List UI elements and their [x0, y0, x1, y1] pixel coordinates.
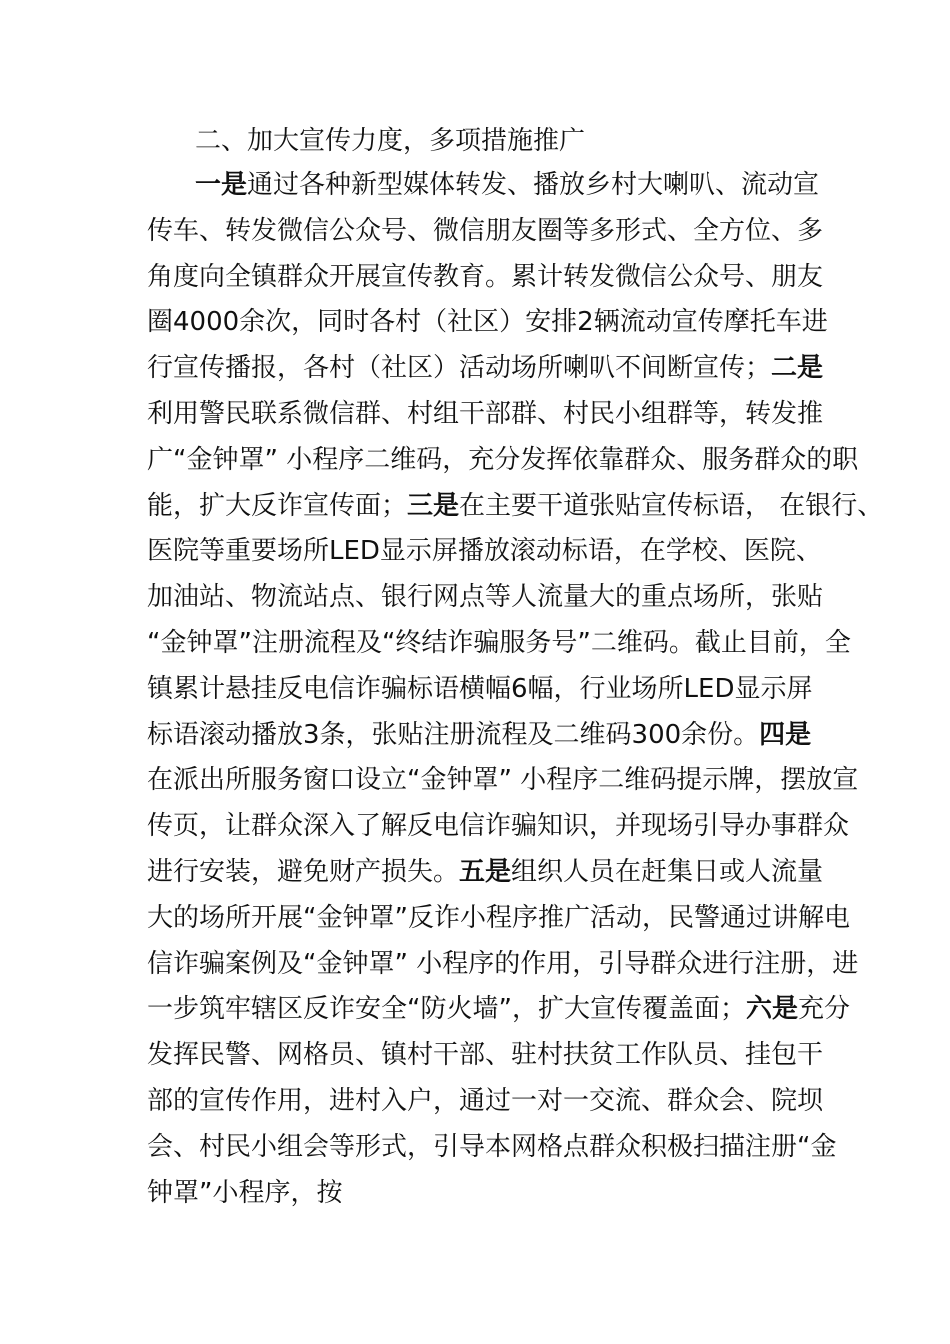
paragraph-line	[147, 760, 858, 800]
line-text: “金钟罩”注册流程及“终结诈骗服务号”二维码。截止目前，全	[147, 628, 851, 658]
line-text: 组织人员在赶集日或人流量	[511, 857, 824, 887]
section-heading: 二、加大宣传力度，多项措施推广	[195, 126, 586, 156]
line-text: 进行安装，避免财产损失。	[147, 857, 460, 887]
line-text: 行宣传播报，各村（社区）活动场所喇叭不间断宣传；	[147, 353, 772, 384]
paragraph-line	[147, 944, 858, 984]
line-text: 钟罩”小程序，按	[147, 1177, 343, 1208]
bold-marker-text: 六是	[745, 994, 798, 1025]
paragraph-line	[147, 1035, 823, 1075]
line-text: 发挥民警、网格员、镇村干部、驻村扶贫工作队员、挂包干	[147, 1040, 824, 1071]
line-text: 传页，让群众深入了解反电信诈骗知识，并现场引导办事群众	[147, 811, 850, 842]
paragraph-line	[147, 1127, 836, 1167]
paragraph-line	[147, 623, 851, 663]
bold-marker-text: 三是	[407, 490, 460, 521]
line-text: 广“金钟罩” 小程序二维码，充分发挥依靠群众、服务群众的职	[147, 444, 859, 475]
line-text: 会、村民小组会等形式，引导本网格点群众积极扫描注册“金	[147, 1131, 837, 1162]
paragraph-line	[147, 257, 823, 297]
paragraph-line	[147, 348, 823, 388]
paragraph-line	[147, 1173, 342, 1213]
paragraph-line	[147, 715, 811, 755]
paragraph-line	[147, 211, 823, 251]
paragraph-line	[147, 898, 850, 938]
line-text: 通过各种新型媒体转发、播放乡村大喇叭、流动宣	[247, 170, 820, 200]
paragraph-line	[147, 302, 828, 342]
paragraph-line	[195, 165, 819, 205]
paragraph-line	[147, 577, 823, 617]
line-text: 大的场所开展“金钟罩”反诈小程序推广活动，民警通过讲解电	[147, 902, 850, 933]
bold-marker-text: 二是	[771, 353, 824, 384]
line-text: 能，扩大反诈宣传面；	[147, 490, 408, 521]
paragraph-line	[147, 486, 883, 526]
line-text: 在派出所服务窗口设立“金钟罩” 小程序二维码提示牌，摆放宣	[147, 765, 859, 796]
line-text: 利用警民联系微信群、村组干部群、村民小组群等，转发推	[147, 399, 824, 429]
bold-marker-text: 四是	[759, 719, 812, 750]
paragraph-line	[147, 852, 823, 892]
paragraph-line	[147, 669, 812, 709]
line-text: 角度向全镇群众开展宣传教育。累计转发微信公众号、朋友	[147, 261, 824, 292]
line-text: 传车、转发微信公众号、微信朋友圈等多形式、全方位、多	[147, 215, 824, 246]
line-text: 镇累计悬挂反电信诈骗标语横幅6幅，行业场所LED显示屏	[147, 673, 813, 704]
line-text: 加油站、物流站点、银行网点等人流量大的重点场所，张贴	[147, 582, 824, 613]
bold-marker-text: 五是	[459, 857, 512, 887]
line-text: 信诈骗案例及“金钟罩” 小程序的作用，引导群众进行注册，进	[147, 948, 859, 979]
line-text: 充分	[797, 994, 850, 1025]
line-text: 在主要干道张贴宣传标语， 在银行、	[459, 490, 884, 521]
line-text: 部的宣传作用，进村入户，通过一对一交流、群众会、院坝	[147, 1086, 824, 1116]
paragraph-line	[147, 531, 822, 571]
paragraph-line	[147, 989, 850, 1029]
paragraph-line	[147, 1081, 823, 1121]
paragraph-line	[147, 394, 823, 434]
paragraph-line	[147, 806, 849, 846]
paragraph-line	[147, 440, 858, 480]
bold-marker-text: 一是	[195, 170, 248, 200]
line-text: 圈4000余次，同时各村（社区）安排2辆流动宣传摩托车进	[147, 307, 828, 338]
line-text: 一步筑牢辖区反诈安全“防火墙”，扩大宣传覆盖面；	[147, 994, 746, 1025]
line-text: 标语滚动播放3条，张贴注册流程及二维码300余份。	[147, 719, 760, 750]
line-text: 医院等重要场所LED显示屏播放滚动标语，在学校、医院、	[147, 536, 822, 567]
